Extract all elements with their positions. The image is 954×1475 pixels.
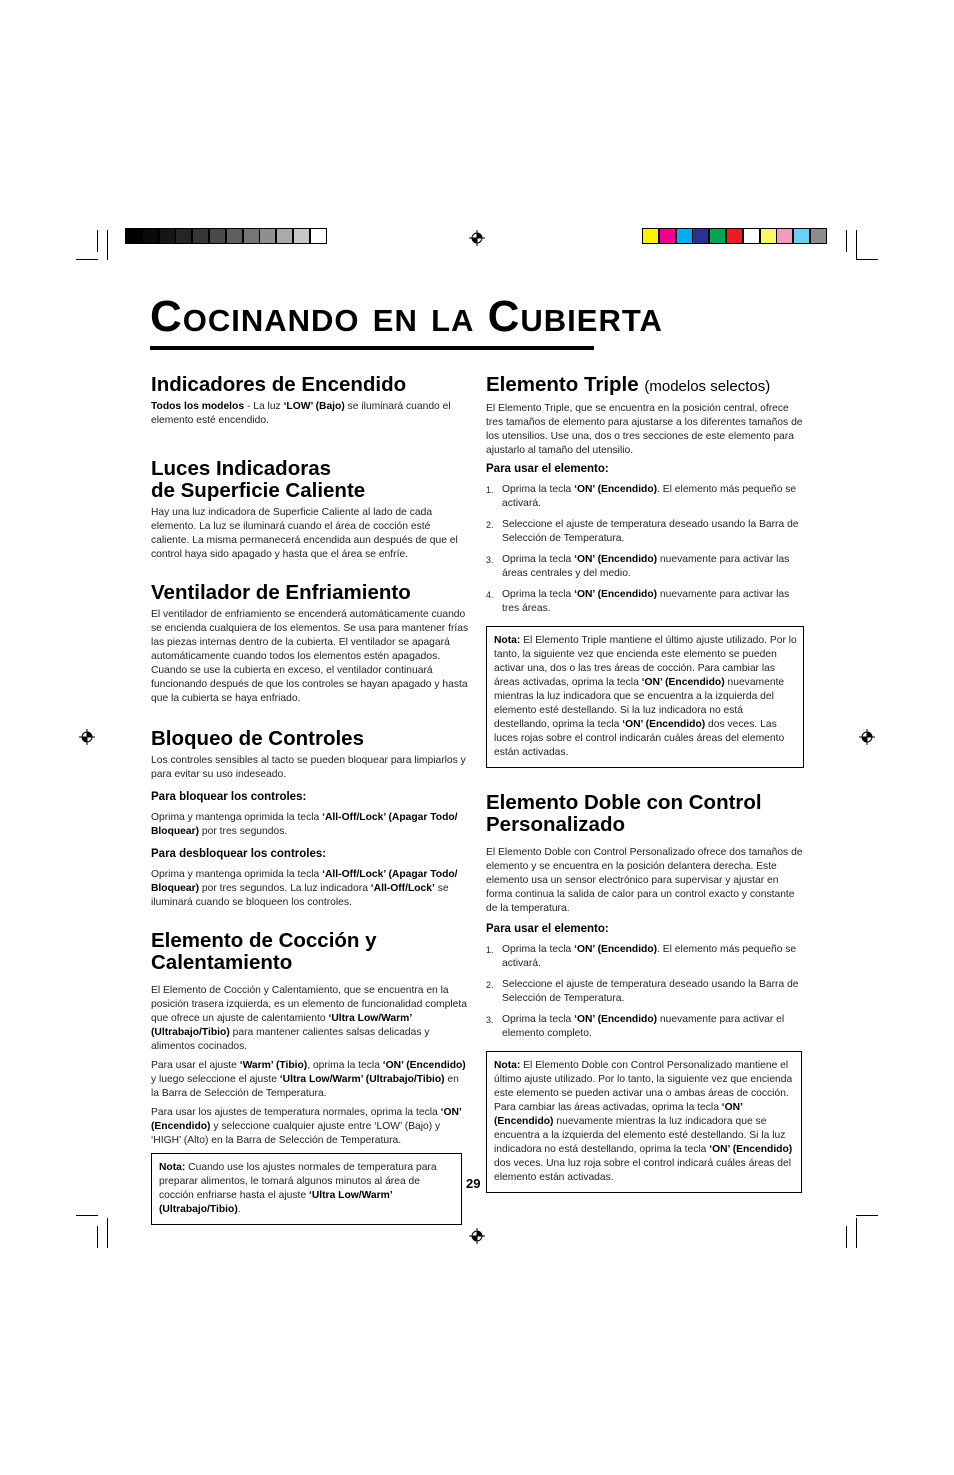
text: nuevamente mientras la luz indicadora que se encuentra a la izquierda del elemento esté destellando. Si la luz indicadora no está destellando, oprima la tecla [494, 1116, 786, 1155]
paragraph: El ventilador de enfriamiento se encenderá automáticamente cuando se encienda cualquiera de los elementos. Se usa para mantener frías las piezas internas dentro de la cubierta. El ventilador se apagará automáticamente cuando todos los elementos estén apagados. Cuando se use la cubierta en exceso, el ventilador continuará funcionando después de que los controles se hayan apagado y hasta que la cubierta se haya enfriado. [151, 609, 469, 704]
bold-text: ‘Ultra Low/Warm’ (Ultrabajo/Tibio) [159, 1190, 393, 1215]
crop-mark [107, 230, 108, 260]
crop-mark [76, 1215, 98, 1216]
color-swatch [810, 228, 827, 244]
color-swatch [175, 228, 192, 244]
step-number: 2. [486, 980, 494, 990]
heading-line: Elemento Doble con Control [486, 791, 762, 814]
color-swatch [776, 228, 793, 244]
crop-mark [97, 1226, 98, 1248]
paragraph [151, 1106, 469, 1148]
step-text [502, 553, 804, 581]
bold-text: Todos los modelos [151, 401, 245, 412]
steps-list [486, 483, 804, 616]
paragraph: El Elemento Triple, que se encuentra en la posición central, ofrece tres tamaños de elemento para ajustarse a los diferentes tamaños de los utensilios. Use una, dos o tres secciones de este elemento para ajustarlo al tamaño del utensilio. [486, 403, 803, 456]
color-swatch [310, 228, 327, 244]
text: Oprima y mantenga oprimida la tecla [151, 869, 323, 880]
step-text [502, 978, 804, 1006]
text: dos veces. Una luz roja sobre el control indicará cuáles áreas del elemento están activadas. [494, 1158, 792, 1183]
paragraph [151, 811, 469, 839]
text: por tres segundos. [199, 826, 288, 837]
bold-text: ‘ON’ (Encendido) [574, 1014, 658, 1025]
section-heading [486, 374, 804, 398]
bold-text: ‘ON’ (Encendido) [382, 1060, 466, 1071]
text: y luego seleccione el ajuste [151, 1074, 280, 1085]
section-triple [486, 374, 804, 768]
text: . [237, 1204, 241, 1215]
text: Seleccione el ajuste de temperatura deseado usando la Barra de Selección de Temperatura. [502, 519, 799, 544]
title-rule [150, 346, 594, 350]
color-swatch [209, 228, 226, 244]
list-item [486, 1013, 804, 1041]
text: nuevamente mientras la luz indicadora que se encuentra a la izquierda del elemento esté destellando. Si la luz indicadora no está destellando, oprima la tecla [494, 677, 785, 730]
text: El Elemento de Cocción y Calentamiento, que se encuentra en la posición trasera izquierda, es un elemento de funcionalidad completa que ofrece un ajuste de calentamiento [151, 985, 467, 1024]
bold-text: ‘Warm’ (Tibio) [239, 1060, 308, 1071]
color-swatch [276, 228, 293, 244]
crop-mark [856, 1218, 857, 1248]
text: Seleccione el ajuste de temperatura deseado usando la Barra de Selección de Temperatura. [502, 979, 799, 1004]
heading-line: Luces Indicadoras [151, 457, 332, 480]
color-swatch [726, 228, 743, 244]
bold-text: ‘ON’ (Encendido) [709, 1144, 793, 1155]
heading-line: de Superficie Caliente [151, 479, 366, 502]
color-swatch [226, 228, 243, 244]
text: Oprima la tecla [502, 484, 575, 495]
heading-text: Elemento Triple [486, 373, 639, 396]
paragraph [151, 1059, 469, 1101]
note-box [151, 1153, 462, 1225]
text: nuevamente para activar las tres áreas. [502, 589, 790, 614]
text: y seleccione cualquier ajuste entre ‘LOW’ (Bajo) y ‘HIGH’ (Alto) en la Barra de Selección de Temperatura. [151, 1121, 441, 1146]
crop-mark [97, 230, 98, 252]
step-number: 3. [486, 555, 494, 565]
text: dos veces. Las luces rojas sobre el control indicarán cuáles áreas del elemento están activadas. [494, 719, 785, 758]
text: Oprima la tecla [502, 944, 575, 955]
list-item [486, 978, 804, 1006]
paragraph: Hay una luz indicadora de Superficie Caliente al lado de cada elemento. La luz se iluminará cuando el área de cocción esté caliente. La misma permanecerá encendida aun después de que el control haya sido apagado y hasta que el área se enfríe. [151, 507, 458, 560]
list-item [486, 943, 804, 971]
steps-list [486, 943, 804, 1041]
color-swatch [760, 228, 777, 244]
bold-text: ‘LOW’ (Bajo) [283, 401, 345, 412]
section-heading: Indicadores de Encendido [151, 373, 407, 396]
section-luces [151, 458, 469, 562]
text: . El elemento más pequeño se activará. [502, 944, 797, 969]
color-swatch [159, 228, 176, 244]
step-number: 1. [486, 485, 494, 495]
note-box [486, 626, 804, 768]
color-swatch [659, 228, 676, 244]
color-swatch [142, 228, 159, 244]
text: se iluminará cuando se bloqueen los controles. [151, 883, 449, 908]
subheading: Para bloquear los controles: [151, 791, 307, 803]
note-box [486, 1051, 802, 1193]
list-item [486, 483, 804, 511]
text: Cuando use los ajustes normales de temperatura para preparar alimentos, le tomará algunos minutos al área de cocción enfriarse hasta el ajuste [159, 1162, 437, 1201]
step-text [502, 943, 804, 971]
color-swatch [125, 228, 142, 244]
crop-mark [846, 1226, 847, 1248]
section-heading [151, 930, 469, 974]
paragraph: El Elemento Doble con Control Personalizado ofrece dos tamaños de elemento y se encuentra en la posición delantera derecha. Este elemento usa un sensor electrónico para supervisar y ajustar en forma continua la salida de calor para un control exacto y constante de la temperatura. [486, 847, 803, 914]
bold-text: ‘ON’ (Encendido) [574, 589, 658, 600]
step-number: 2. [486, 520, 494, 530]
note-label: Nota: [494, 635, 521, 646]
registration-mark-icon [469, 1228, 485, 1244]
color-swatch [743, 228, 760, 244]
color-swatch [793, 228, 810, 244]
subheading: Para usar el elemento: [486, 463, 609, 475]
heading-line: Calentamiento [151, 951, 293, 974]
right-column [486, 374, 804, 1193]
bold-text: ‘All-Off/Lock’ [370, 883, 435, 894]
step-text [502, 518, 804, 546]
paragraph [151, 400, 469, 428]
text: en la Barra de Selección de Temperatura. [151, 1074, 459, 1099]
subheading: Para usar el elemento: [486, 923, 609, 935]
heading-line: Personalizado [486, 813, 625, 836]
crop-mark [856, 259, 878, 260]
crop-mark [107, 1218, 108, 1248]
text: nuevamente para activar el elemento completo. [502, 1014, 785, 1039]
text: El Elemento Triple mantiene el último ajuste utilizado. Por lo tanto, la siguiente vez que encienda este elemento se pueden activar una, dos o las tres áreas de cocción. Para cambiar las áreas activadas, oprima la tecla [494, 635, 797, 688]
bold-text: ‘ON’ (Encendido) [641, 677, 725, 688]
crop-mark [846, 230, 847, 252]
bold-text: ‘ON’ (Encendido) [574, 944, 658, 955]
bold-text: ‘Ultra Low/Warm’ (Ultrabajo/Tibio) [279, 1074, 445, 1085]
subheading: Para desbloquear los controles: [151, 848, 327, 860]
crop-mark [856, 230, 857, 260]
step-text [502, 1013, 804, 1041]
text: - La luz [244, 401, 284, 412]
paragraph [151, 868, 469, 910]
text: Oprima la tecla [502, 589, 575, 600]
color-swatch [709, 228, 726, 244]
bold-text: ‘ON’ (Encendido) [574, 554, 658, 565]
step-number: 1. [486, 945, 494, 955]
list-item [486, 518, 804, 546]
note-label: Nota: [494, 1060, 521, 1071]
note-label: Nota: [159, 1162, 186, 1173]
section-heading [151, 458, 469, 502]
section-heading: Ventilador de Enfriamiento [151, 581, 411, 604]
paragraph [151, 984, 469, 1054]
section-coccion [151, 930, 469, 1225]
text: Oprima y mantenga oprimida la tecla [151, 812, 323, 823]
text: Oprima la tecla [502, 1014, 575, 1025]
text: nuevamente para activar las áreas centrales y del medio. [502, 554, 790, 579]
bold-text: ‘All-Off/Lock’ (Apagar Todo/ Bloquear) [151, 812, 458, 837]
bold-text: ‘ON’ (Encendido) [494, 1102, 743, 1127]
bold-text: ‘ON’ (Encendido) [151, 1107, 462, 1132]
color-swatch [259, 228, 276, 244]
step-number: 4. [486, 590, 494, 600]
section-heading [486, 792, 804, 836]
page-number: 29 [466, 1176, 481, 1191]
color-swatch [642, 228, 659, 244]
text: . El elemento más pequeño se activará. [502, 484, 797, 509]
text: se iluminará cuando el elemento esté encendido. [151, 401, 451, 426]
section-heading: Bloqueo de Controles [151, 727, 364, 750]
text: Oprima la tecla [502, 554, 575, 565]
bold-text: ‘ON’ (Encendido) [574, 484, 658, 495]
section-doble [486, 792, 804, 1193]
heading-subtext: (modelos selectos) [644, 378, 771, 395]
registration-mark-icon [859, 729, 875, 745]
color-swatch [293, 228, 310, 244]
color-swatch [243, 228, 260, 244]
bold-text: ‘ON’ (Encendido) [622, 719, 706, 730]
list-item [486, 553, 804, 581]
paragraph: Los controles sensibles al tacto se pueden bloquear para limpiarlos y para evitar su uso indeseado. [151, 755, 466, 780]
step-text [502, 483, 804, 511]
text: por tres segundos. La luz indicadora [199, 883, 371, 894]
color-swatch [676, 228, 693, 244]
color-swatch [192, 228, 209, 244]
text: El Elemento Doble con Control Personalizado mantiene el último ajuste utilizado. Por lo tanto, la siguiente vez que encienda este elemento se pueden activar una o ambas áreas de cocción. Para cambiar las áreas activadas, oprima la tecla [494, 1060, 793, 1113]
registration-mark-icon [469, 230, 485, 246]
section-indicadores [151, 374, 469, 428]
bold-text: ‘Ultra Low/Warm’ (Ultrabajo/Tibio) [151, 1013, 412, 1038]
crop-mark [76, 259, 98, 260]
text: Para usar el ajuste [151, 1060, 240, 1071]
list-item [486, 588, 804, 616]
step-number: 3. [486, 1015, 494, 1025]
crop-mark [856, 1215, 878, 1216]
section-bloqueo [151, 728, 469, 910]
step-text [502, 588, 804, 616]
bold-text: ‘All-Off/Lock’ (Apagar Todo/ Bloquear) [151, 869, 458, 894]
left-column [151, 374, 469, 1225]
section-ventilador [151, 582, 469, 706]
heading-line: Elemento de Cocción y [151, 929, 377, 952]
registration-mark-icon [79, 729, 95, 745]
page-title: Cocinando en la Cubierta [150, 292, 663, 341]
text: Para usar los ajustes de temperatura normales, oprima la tecla [151, 1107, 441, 1118]
text: para mantener calientes salsas delicadas y alimentos cocinados. [151, 1027, 430, 1052]
color-swatch [692, 228, 709, 244]
text: , oprima la tecla [307, 1060, 383, 1071]
